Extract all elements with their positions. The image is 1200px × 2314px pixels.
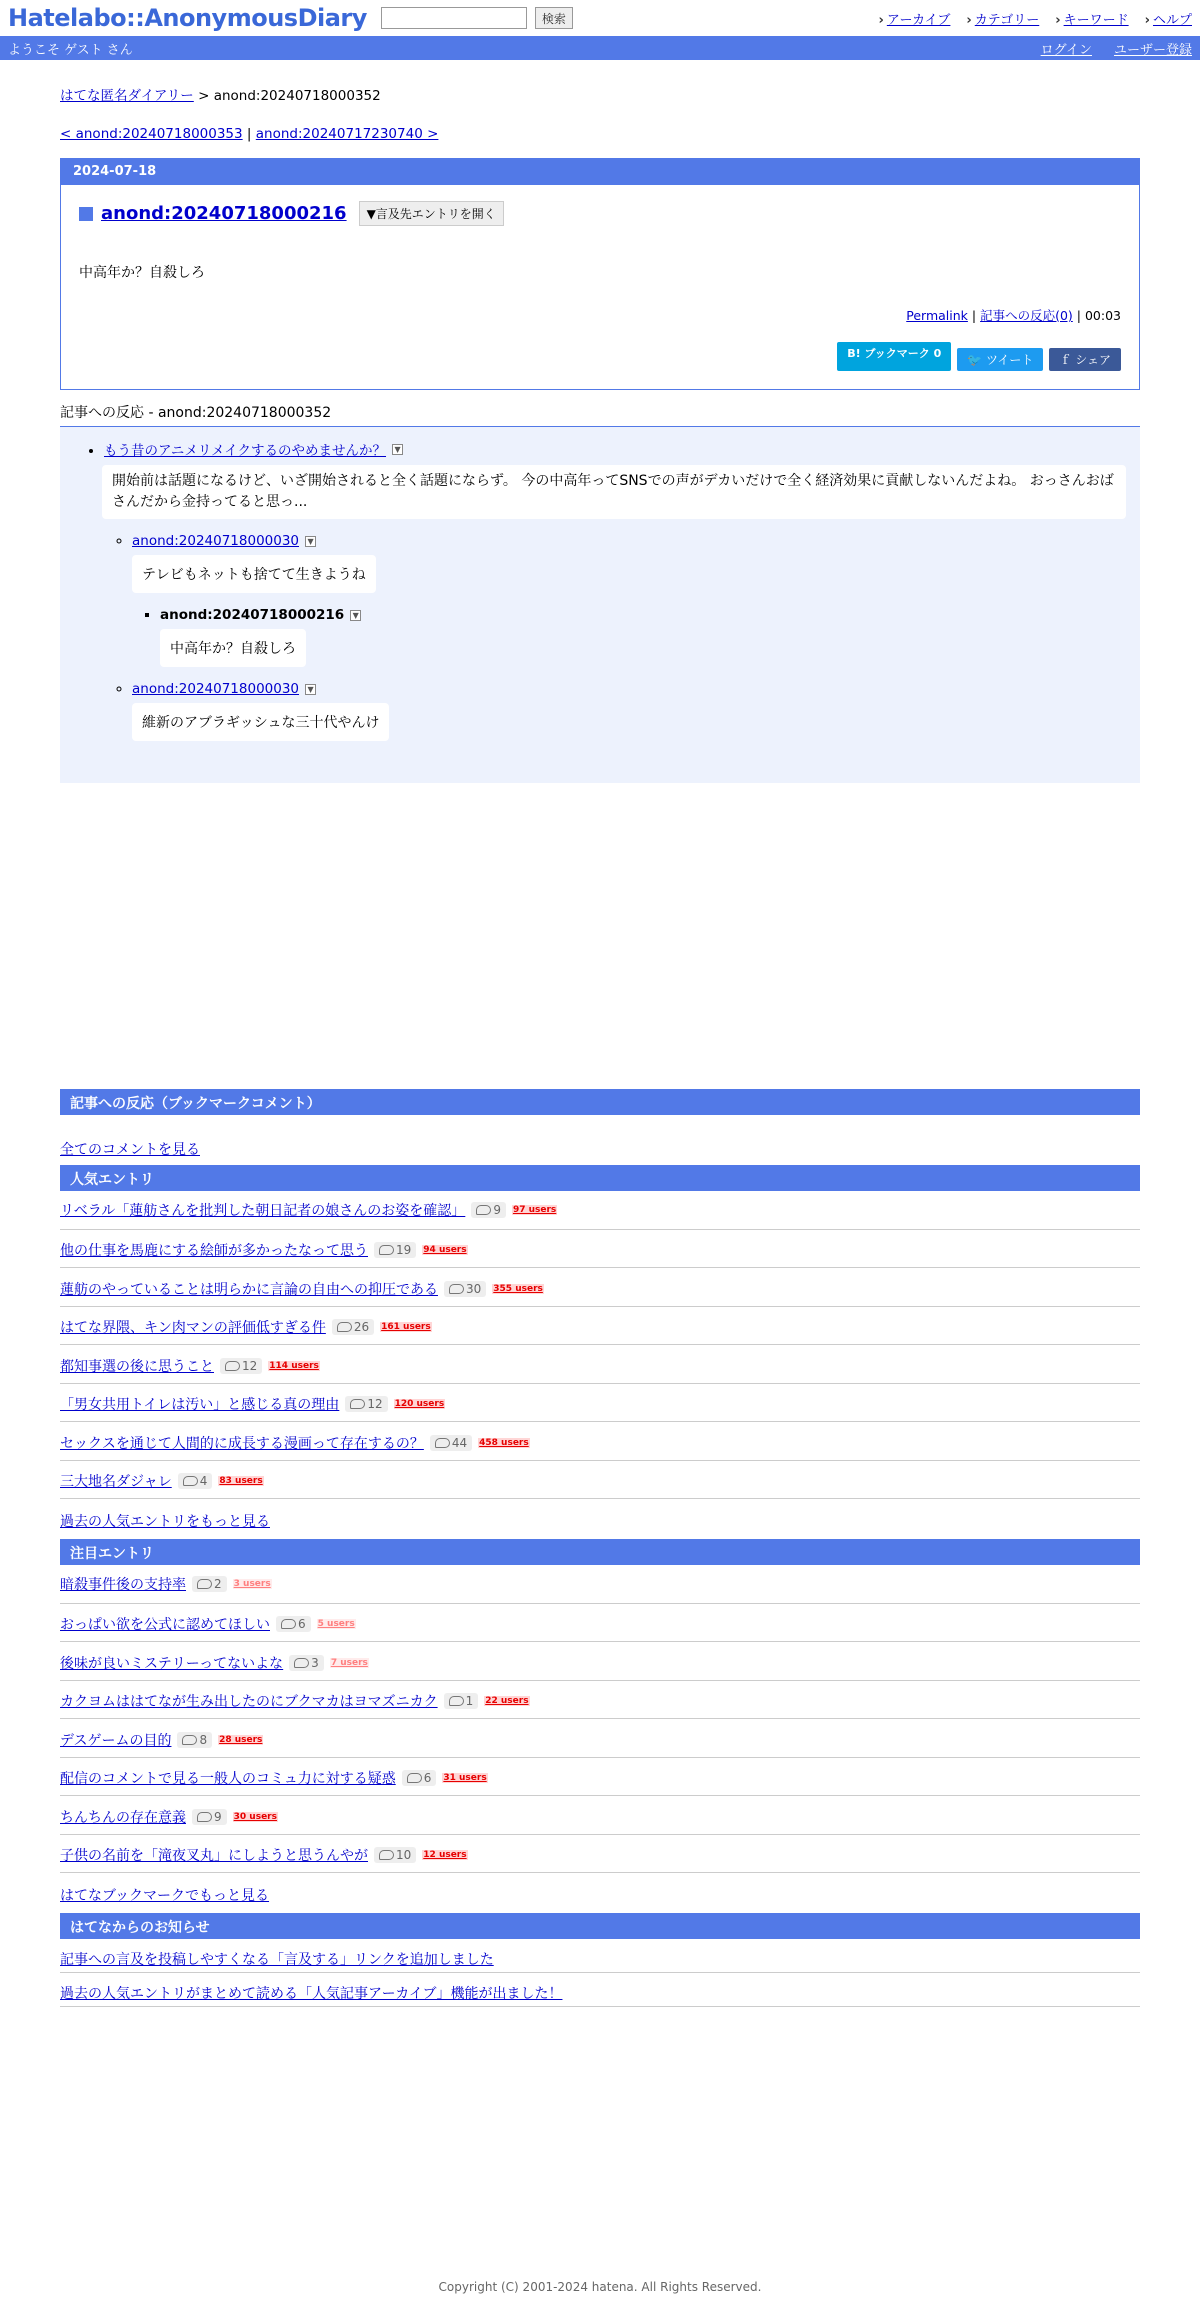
bookmark-users-badge[interactable]: 12 users [423, 1850, 467, 1861]
comment-count: 12 [367, 1397, 383, 1412]
register-link[interactable]: ユーザー登録 [1113, 42, 1192, 58]
login-link[interactable]: ログイン [1040, 42, 1092, 58]
nav-category[interactable]: › カテゴリー [966, 9, 1039, 28]
entry-link[interactable]: 三大地名ダジャレ [60, 1474, 172, 1491]
notices-header: はてなからのお知らせ [60, 1913, 1140, 1939]
entry-square-icon [79, 207, 93, 221]
top-nav [878, 9, 1192, 28]
bookmark-users-badge[interactable]: 97 users [512, 1204, 557, 1215]
bookmark-users-badge[interactable]: 458 users [479, 1437, 529, 1448]
entry-link[interactable]: 他の仕事を馬鹿にする絵師が多かったなって思う [60, 1243, 368, 1260]
reference-child [132, 533, 1126, 667]
reference-root [104, 439, 1126, 741]
day-date: 2024-07-18 [61, 159, 1139, 185]
comment-count-badge[interactable] [276, 1616, 311, 1632]
nav-help[interactable]: › ヘルプ [1145, 9, 1192, 28]
entry-link[interactable]: 暗殺事件後の支持率 [60, 1576, 186, 1593]
welcome-text: ようこそ ゲスト さん [8, 42, 133, 58]
all-comments-link[interactable]: 全てのコメントを見る [60, 1142, 200, 1158]
reference-child-title[interactable]: ◦ anond:20240718000030 [132, 681, 300, 697]
entry-link[interactable]: 都知事選の後に思うこと [60, 1358, 214, 1375]
comment-count: 9 [214, 1809, 222, 1824]
entry-row [60, 1719, 1140, 1758]
breadcrumb [60, 84, 1140, 104]
comment-count-badge[interactable] [332, 1319, 374, 1335]
entry-row [60, 1307, 1140, 1346]
reference-root-title[interactable]: • もう昔のアニメリメイクするのやめませんか？ [104, 443, 387, 459]
breadcrumb-separator: > [198, 88, 210, 104]
comment-count-badge[interactable] [192, 1809, 227, 1825]
bookmark-users-badge[interactable]: 22 users [485, 1696, 529, 1707]
bookmark-users-badge[interactable]: 5 users [317, 1619, 355, 1630]
comment-count-badge[interactable] [345, 1396, 387, 1412]
comment-icon [449, 1696, 464, 1706]
entry-row [60, 1384, 1140, 1423]
entry-link[interactable]: デスゲームの目的 [60, 1732, 172, 1749]
entry-title[interactable]: anond:20240718000216 [101, 203, 347, 224]
hot-more-link[interactable]: はてなブックマークでもっと見る [60, 1888, 270, 1904]
entry-title-row [79, 201, 1121, 226]
reference-current-title: ▪ anond:20240718000216 [160, 607, 345, 623]
comment-icon [225, 1361, 240, 1371]
permalink[interactable]: Permalink [906, 308, 968, 323]
nav-archive[interactable]: › アーカイブ [878, 9, 950, 28]
next-entry-link[interactable]: anond:20240717230740 > [255, 126, 439, 142]
comment-icon [182, 1735, 197, 1745]
comment-count: 19 [396, 1243, 412, 1258]
chevron-down-icon[interactable]: ▼ [392, 444, 403, 455]
entry-footer: Permalink | 記事への反応(0) | 00:03 [906, 308, 1121, 323]
comment-count: 30 [466, 1281, 482, 1296]
bookmark-comments-header: 記事への反応（ブックマークコメント） [60, 1089, 1140, 1115]
prev-entry-link[interactable]: < anond:20240718000353 [60, 126, 243, 142]
comment-count: 4 [199, 1474, 208, 1489]
copyright: Copyright (C) 2001-2024 hatena. All Rights Reserved. [438, 2280, 762, 2294]
hatena-bookmark-button[interactable]: B! ブックマーク 0 [837, 342, 951, 371]
comment-count: 9 [493, 1202, 501, 1217]
entry-row [60, 1642, 1140, 1681]
share-label: シェア [1075, 353, 1111, 367]
main-content [60, 84, 1140, 2007]
comment-count-badge[interactable] [471, 1202, 506, 1218]
reference-tree [60, 427, 1140, 783]
entry-row [60, 1461, 1140, 1500]
facebook-icon: ｆ [1059, 353, 1076, 367]
search-button[interactable]: 検索 [535, 7, 573, 29]
site-logo[interactable]: Hatelabo::AnonymousDiary [8, 4, 367, 32]
comment-icon [197, 1812, 212, 1822]
comment-icon [337, 1322, 352, 1332]
entry-body: 中高年か？自殺しろ [79, 265, 205, 281]
bookmark-users-badge[interactable]: 30 users [233, 1811, 277, 1822]
comment-icon [379, 1850, 394, 1860]
entry-row [60, 1796, 1140, 1835]
entry-row [60, 1681, 1140, 1720]
reference-child-body: 維新のアブラギッシュな三十代やんけ [132, 703, 389, 741]
reference-current [160, 607, 1126, 667]
comment-count: 26 [353, 1320, 370, 1335]
references-title: 記事への反応 - anond:20240718000352 [60, 402, 1140, 427]
reference-child [132, 681, 1126, 741]
entry-link[interactable]: 蓮舫のやっていることは明らかに言論の自由への抑圧である [60, 1281, 438, 1298]
comment-count-badge[interactable] [192, 1576, 227, 1592]
hot-entries-header: 注目エントリ [60, 1539, 1140, 1565]
comment-count: 44 [451, 1435, 468, 1450]
comment-count-badge[interactable] [220, 1358, 262, 1374]
entry-row [60, 1345, 1140, 1384]
comment-icon [281, 1619, 296, 1629]
bookmark-users-badge[interactable]: 355 users [493, 1283, 543, 1294]
entry-row [60, 1758, 1140, 1797]
comment-count-badge[interactable] [374, 1847, 416, 1863]
chevron-down-icon[interactable]: ▼ [305, 536, 316, 547]
user-bar [0, 36, 1200, 60]
entry-link[interactable]: 子供の名前を「滝夜叉丸」にしようと思うんやが [60, 1848, 368, 1865]
entry-link[interactable]: おっぱい欲を公式に認めてほしい [60, 1617, 270, 1634]
comment-count: 12 [242, 1358, 258, 1373]
breadcrumb-current: anond:20240718000352 [213, 88, 381, 104]
entry-time: 00:03 [1084, 308, 1121, 323]
comment-count-badge[interactable] [444, 1281, 486, 1297]
breadcrumb-home[interactable]: はてな匿名ダイアリー [60, 88, 194, 104]
bookmark-users-badge[interactable]: 28 users [219, 1734, 263, 1745]
entry-row [60, 1268, 1140, 1307]
tweet-label: ツイート [986, 353, 1034, 367]
entry-link[interactable]: カクヨムははてなが生み出したのにブクマカはヨマズニカク [60, 1694, 438, 1711]
search-form [381, 7, 573, 29]
popular-entries-header: 人気エントリ [60, 1165, 1140, 1191]
comment-count-badge[interactable] [289, 1655, 324, 1671]
notice-item [60, 1973, 1140, 2007]
entry-row [60, 1835, 1140, 1874]
bookmark-users-badge[interactable]: 83 users [219, 1476, 263, 1487]
comment-count: 3 [311, 1655, 319, 1670]
entry-row [60, 1191, 1140, 1230]
comment-count-badge[interactable] [430, 1435, 472, 1451]
entry-row [60, 1565, 1140, 1604]
open-referenced-entry-button[interactable]: ▼言及先エントリを開く [359, 201, 504, 226]
notices-list [60, 1939, 1140, 2007]
comment-count-badge[interactable] [178, 1473, 213, 1489]
comment-count-badge[interactable] [374, 1242, 416, 1258]
comment-icon [183, 1476, 198, 1486]
comment-count: 2 [214, 1576, 222, 1591]
comment-count: 10 [396, 1848, 412, 1863]
bookmark-users-badge[interactable]: 3 users [233, 1578, 271, 1589]
reference-child-title[interactable]: ◦ anond:20240718000030 [132, 533, 300, 549]
comment-count: 8 [199, 1732, 208, 1747]
entry-link[interactable]: 後味が良いミステリーってないよな [60, 1655, 284, 1672]
notice-item [60, 1939, 1140, 1973]
pager-separator: | [246, 126, 252, 142]
twitter-icon: 🐦 [967, 353, 986, 367]
comment-count-badge[interactable] [177, 1732, 212, 1748]
popular-more-link[interactable]: 過去の人気エントリをもっと見る [60, 1514, 270, 1530]
comment-count: 6 [423, 1771, 432, 1786]
bookmark-users-badge[interactable]: 7 users [330, 1657, 368, 1668]
reference-root-body: 開始前は話題になるけど、いざ開始されると全く話題にならず。 今の中高年ってSNSでの声がデカいだけで全く経済効果に貢献しないんだよね。 おっさんおばさんだから金持ってると思っ... [102, 465, 1126, 519]
bookmark-users-badge[interactable]: 161 users [381, 1322, 431, 1333]
bookmark-users-badge[interactable]: 114 users [269, 1360, 319, 1371]
reference-current-body: 中高年か？自殺しろ [160, 629, 306, 667]
reactions-link[interactable]: 記事への反応(0) [980, 308, 1073, 323]
entry-link[interactable]: ちんちんの存在意義 [60, 1809, 186, 1826]
chevron-down-icon[interactable]: ▼ [350, 610, 361, 621]
entry-link[interactable]: 「男女共用トイレは汚い」と感じる真の理由 [60, 1397, 340, 1414]
share-buttons [79, 342, 1121, 371]
comment-count-badge[interactable] [402, 1770, 437, 1786]
bookmark-users-badge[interactable]: 31 users [443, 1773, 487, 1784]
tweet-button[interactable] [957, 348, 1043, 371]
entry-link[interactable]: はてな界隈、キン肉マンの評価低すぎる件 [60, 1320, 326, 1337]
comment-count-badge[interactable] [444, 1693, 479, 1709]
hot-entries-list [60, 1565, 1140, 1873]
comment-icon [294, 1658, 309, 1668]
entry-row [60, 1230, 1140, 1269]
entry-link[interactable]: セックスを通じて人間的に成長する漫画って存在するの？ [60, 1435, 424, 1452]
comment-icon [407, 1773, 422, 1783]
bookmark-users-badge[interactable]: 120 users [394, 1399, 445, 1410]
nav-keyword[interactable]: › キーワード [1055, 9, 1128, 28]
facebook-share-button[interactable] [1049, 348, 1121, 371]
search-input[interactable] [381, 7, 527, 29]
pager [60, 126, 1140, 142]
day-block [60, 158, 1140, 390]
entry-link[interactable]: 配信のコメントで見る一般人のコミュ力に対する疑惑 [60, 1771, 396, 1788]
chevron-down-icon[interactable]: ▼ [305, 684, 316, 695]
comment-icon [476, 1205, 491, 1215]
comment-icon [350, 1399, 365, 1409]
comment-icon [435, 1438, 450, 1448]
reference-child-body: テレビもネットも捨てて生きようね [132, 555, 376, 593]
comment-count: 6 [298, 1617, 306, 1632]
comment-icon [379, 1245, 394, 1255]
comment-icon [449, 1284, 464, 1294]
entry-link[interactable]: リベラル「蓮舫さんを批判した朝日記者の娘さんのお姿を確認」 [60, 1202, 466, 1219]
comment-count: 1 [465, 1694, 474, 1709]
entry-row [60, 1604, 1140, 1643]
top-bar [0, 0, 1200, 36]
notice-link[interactable]: 記事への言及を投稿しやすくなる「言及する」リンクを追加しました [60, 1952, 494, 1968]
ad-space [60, 783, 1140, 1089]
comment-icon [197, 1579, 212, 1589]
bookmark-users-badge[interactable]: 94 users [423, 1245, 467, 1256]
entry-row [60, 1422, 1140, 1461]
popular-entries-list [60, 1191, 1140, 1499]
notice-link[interactable]: 過去の人気エントリがまとめて読める「人気記事アーカイブ」機能が出ました！ [60, 1986, 563, 2002]
